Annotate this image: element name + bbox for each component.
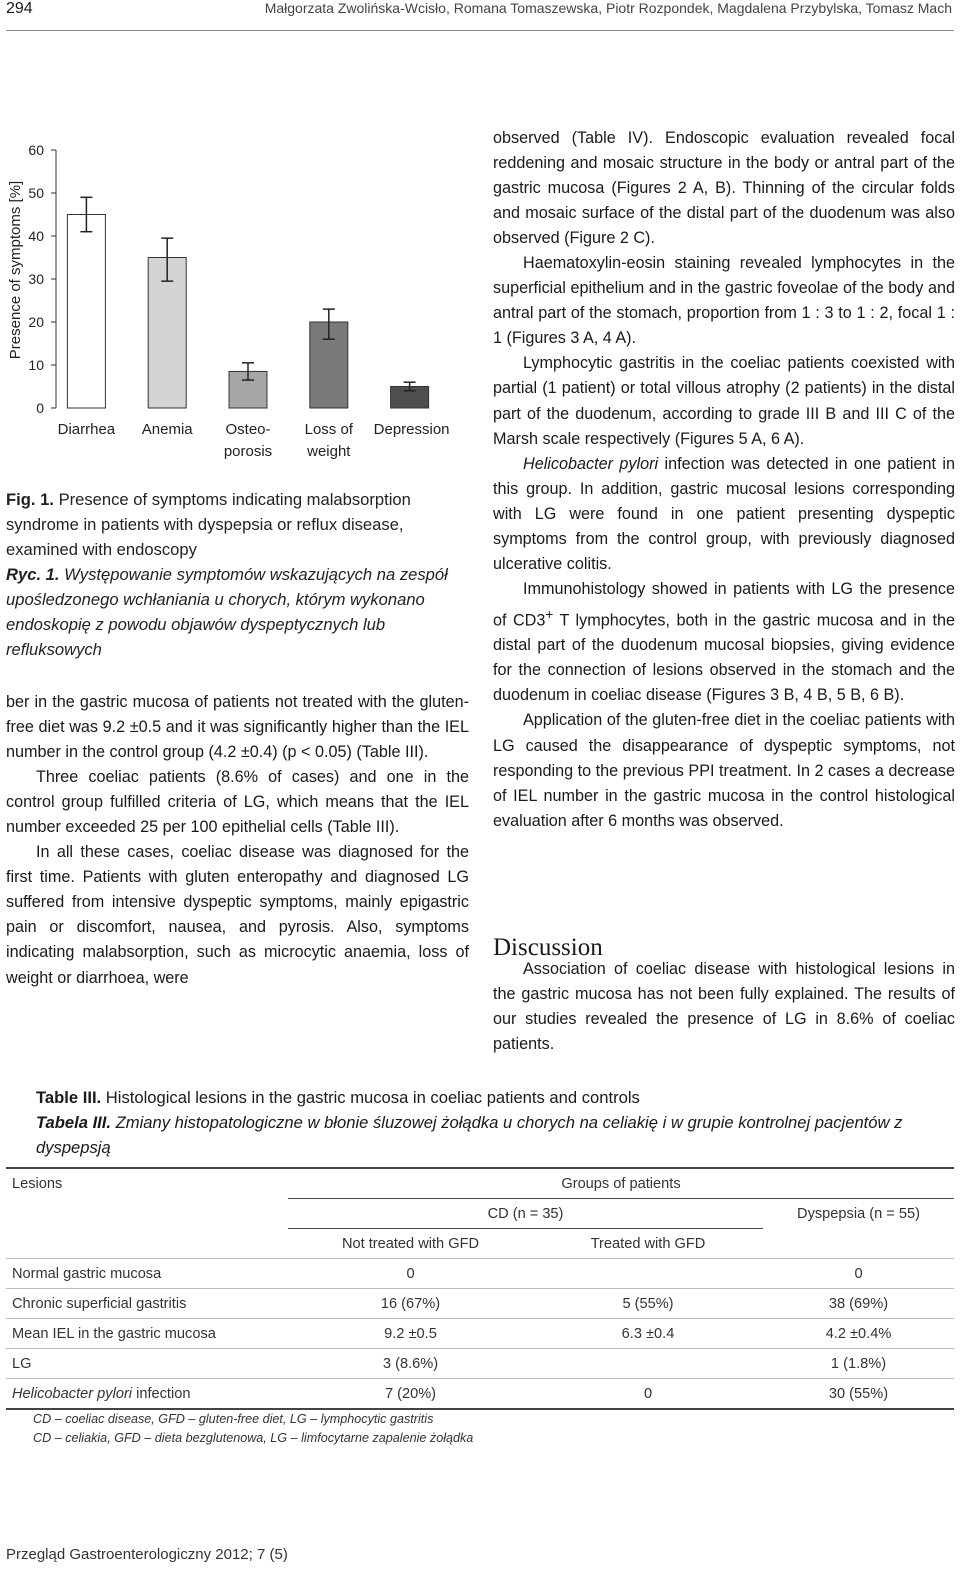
table-row — [6, 1379, 954, 1410]
right-paragraph-5a: Immunohistology showed in patients with LG the presence of CD3 — [493, 579, 955, 630]
x-tick-label: Diarrhea — [57, 421, 116, 438]
figure-caption — [6, 487, 461, 662]
header-empty-1 — [6, 1199, 288, 1229]
cell-treated: 5 (55%) — [533, 1289, 763, 1319]
table-row — [6, 1259, 954, 1289]
table-caption-en — [36, 1085, 936, 1110]
cell-treated: 6.3 ±0.4 — [533, 1319, 763, 1349]
table-header-row-1 — [6, 1168, 954, 1199]
table-header-row-2 — [6, 1199, 954, 1229]
y-tick-label: 50 — [28, 185, 44, 201]
y-axis-label: Presence of symptoms [%] — [7, 180, 24, 360]
left-paragraph-2: Three coeliac patients (8.6% of cases) and one in the control group fulfilled criteria of LG, which means that the IEL number exceeded 25 per 100 epithelial cells (Table III). — [6, 768, 469, 837]
figure-label-pl: Ryc. 1. — [6, 565, 60, 584]
running-header-authors: Małgorzata Zwolińska-Wcisło, Romana Tomaszewska, Piotr Rozpondek, Magdalena Przybylska, Tomasz Mach — [264, 0, 952, 16]
right-paragraph-3: Lymphocytic gastritis in the coeliac patients coexisted with partial (1 patient) or total villous atrophy (2 patients) in the distal part of the duodenum, according to grade III B and III C of the Marsh scale respectively (Figures 5 A, 6 A). — [493, 354, 955, 448]
discussion-heading: Discussion — [493, 934, 603, 961]
table-header-row-3 — [6, 1229, 954, 1259]
y-tick-label: 0 — [36, 400, 44, 416]
header-not-treated: Not treated with GFD — [288, 1229, 533, 1259]
cell-not-treated: 0 — [288, 1259, 533, 1289]
bar-chart — [0, 130, 480, 470]
right-paragraph-5 — [493, 577, 955, 709]
left-column-text — [6, 690, 469, 991]
header-dyspepsia: Dyspepsia (n = 55) — [797, 1205, 920, 1222]
cell-dyspepsia: 30 (55%) — [828, 1385, 889, 1402]
right-paragraph-6: Application of the gluten-free diet in the coeliac patients with LG caused the disappearance of dyspeptic symptoms, not responding to the previous PPI treatment. In 2 cases a decrease of IEL number in the gastric mucosa in the control histological evaluation after 6 months was observed. — [493, 711, 955, 830]
table-caption-pl — [36, 1110, 936, 1160]
journal-footer: Przegląd Gastroenterologiczny 2012; 7 (5) — [6, 1546, 288, 1563]
x-tick-label: Osteo- — [225, 421, 271, 438]
cell-dyspepsia: 0 — [763, 1259, 954, 1289]
left-paragraph-1: ber in the gastric mucosa of patients not treated with the gluten-free diet was 9.2 ±0.5 and it was significantly higher than the IEL number in the control group (4.2 ±0.4) (p < 0.05) (Table III). — [6, 693, 469, 762]
cell-dyspepsia: 38 (69%) — [763, 1289, 954, 1319]
figure-caption-en — [6, 487, 461, 562]
header-empty-2 — [6, 1229, 288, 1259]
table-row — [6, 1319, 954, 1349]
page-number: 294 — [6, 0, 33, 17]
header-cd: CD (n = 35) — [288, 1199, 763, 1229]
discussion-text — [493, 957, 955, 1057]
footnote-en: CD – coeliac disease, GFD – gluten-free diet, LG – lymphocytic gastritis — [33, 1412, 434, 1426]
header-empty-3 — [763, 1229, 954, 1259]
right-column-text — [493, 126, 955, 834]
x-tick-label: porosis — [223, 443, 273, 460]
cell-treated — [533, 1259, 763, 1289]
table-label-pl: Tabela III. — [36, 1113, 112, 1132]
figure-caption-pl-text: Występowanie symptomów wskazujących na zespół upośledzonego wchłaniania u chorych, którym wykonano endoskopię z powodu objawów dyspeptycznych lub refluksowych — [6, 565, 448, 659]
cell-lesion: Normal gastric mucosa — [6, 1259, 288, 1289]
table-label-en: Table III. — [36, 1088, 102, 1107]
cell-not-treated: 3 (8.6%) — [288, 1349, 533, 1379]
discussion-paragraph-1: Association of coeliac disease with histological lesions in the gastric mucosa has not been fully explained. The results of our studies revealed the presence of LG in 8.6% of coeliac patients. — [493, 960, 955, 1054]
x-tick-label: Anemia — [141, 421, 193, 438]
right-paragraph-2: Haematoxylin-eosin staining revealed lymphocytes in the superficial epithelium and in the gastric foveolae of the body and antral part of the stomach, proportion from 1 : 3 to 1 : 2, focal 1 : 1 (Figures 3 A, 4 A). — [493, 254, 955, 348]
y-tick-label: 20 — [28, 314, 44, 330]
table-caption — [36, 1085, 936, 1160]
x-axis-labels — [58, 421, 450, 460]
table-caption-pl-text: Zmiany histopatologiczne w błonie śluzowej żołądka u chorych na celiakię i w grupie kontrolnej pacjentów z dyspepsją — [36, 1113, 903, 1157]
y-tick-label: 40 — [28, 228, 44, 244]
cell-lesion: Chronic superficial gastritis — [6, 1289, 288, 1319]
y-tick-label: 30 — [28, 271, 44, 287]
cell-not-treated: 7 (20%) — [384, 1385, 437, 1402]
cell-lesion: LG — [6, 1349, 288, 1379]
right-paragraph-4 — [493, 452, 955, 577]
figure-label-en: Fig. 1. — [6, 490, 54, 509]
cell-dyspepsia: 1 (1.8%) — [763, 1349, 954, 1379]
header-treated: Treated with GFD — [533, 1229, 763, 1259]
histology-table — [6, 1167, 954, 1410]
left-paragraph-3: In all these cases, coeliac disease was diagnosed for the first time. Patients with gluten enteropathy and diagnosed LG suffered from intensive dyspeptic symptoms, mainly epigastric pain or discomfort, nausea, and pyrosis. Also, symptoms indicating malabsorption, such as microcytic anaemia, loss of weight or diarrhoea, were — [6, 843, 469, 987]
x-tick-label: Loss of — [304, 421, 353, 438]
table-caption-en-text: Histological lesions in the gastric mucosa in coeliac patients and controls — [101, 1088, 640, 1107]
table-row — [6, 1349, 954, 1379]
table-footnotes — [33, 1410, 473, 1448]
cell-lesion-text: infection — [132, 1385, 191, 1402]
right-paragraph-1: observed (Table IV). Endoscopic evaluation revealed focal reddening and mosaic structure in the body or antral part of the gastric mucosa (Figures 2 A, B). Thinning of the circular folds and mosaic surface of the distal part of the duodenum was also observed (Figure 2 C). — [493, 129, 955, 248]
cell-lesion: Mean IEL in the gastric mucosa — [6, 1319, 288, 1349]
cell-treated — [533, 1349, 763, 1379]
h-pylori-term: Helicobacter pylori — [12, 1385, 133, 1402]
header-groups: Groups of patients — [288, 1168, 954, 1199]
bar — [67, 215, 105, 409]
header-rule — [6, 30, 954, 31]
x-tick-label: Depression — [373, 421, 450, 438]
cell-lesion — [6, 1379, 288, 1410]
x-tick-label: weight — [307, 443, 351, 460]
bars — [67, 197, 428, 408]
table-row — [6, 1289, 954, 1319]
y-tick-label: 10 — [28, 357, 44, 373]
cell-dyspepsia: 4.2 ±0.4% — [763, 1319, 954, 1349]
right-paragraph-4-text: infection was detected in one patient in this group. In addition, gastric mucosal lesions corresponding with LG were found in one patient presenting dyspeptic symptoms from the control group, with previously diagnosed ulcerative colitis. — [493, 454, 955, 573]
y-tick-label: 60 — [28, 142, 44, 158]
y-axis — [28, 142, 56, 416]
superscript-plus: + — [545, 606, 554, 622]
figure-caption-en-text: Presence of symptoms indicating malabsorption syndrome in patients with dyspepsia or reflux disease, examined with endoscopy — [6, 490, 411, 559]
cell-not-treated: 16 (67%) — [288, 1289, 533, 1319]
footnote-pl: CD – celiakia, GFD – dieta bezglutenowa, LG – limfocytarne zapalenie żołądka — [33, 1431, 474, 1445]
right-paragraph-5b: T lymphocytes, both in the gastric mucosa and in the distal part of the duodenum mucosal biopsies, giving evidence for the connection of lesions observed in the stomach and the duodenum in coeliac disease (Figures 3 B, 4 B, 5 B, 6 B). — [493, 611, 955, 705]
header-lesions: Lesions — [6, 1168, 288, 1199]
figure-caption-pl — [6, 562, 461, 662]
cell-not-treated: 9.2 ±0.5 — [288, 1319, 533, 1349]
h-pylori-term: Helicobacter pylori — [523, 454, 659, 473]
cell-treated: 0 — [643, 1385, 653, 1402]
